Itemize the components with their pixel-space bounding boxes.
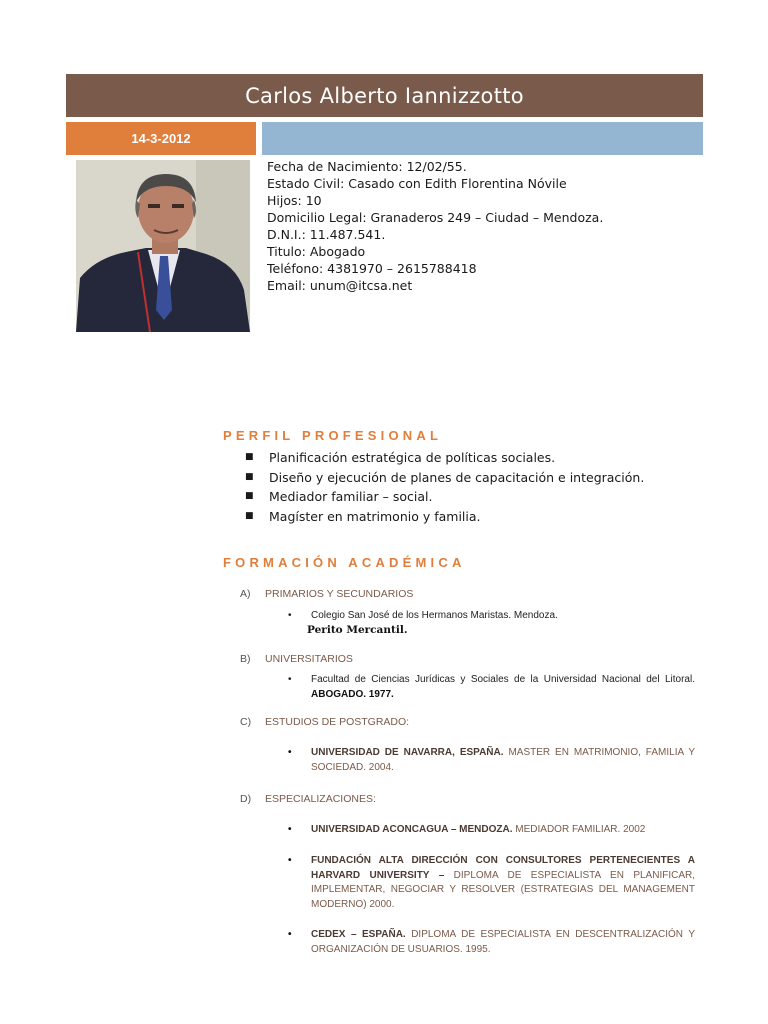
marital-status: Estado Civil: Casado con Edith Florentina Nóvile	[267, 176, 567, 191]
bullet-icon: •	[288, 824, 292, 835]
bullet-icon: •	[288, 855, 292, 866]
bullet-icon: ■	[245, 452, 254, 462]
portrait-icon	[76, 160, 250, 332]
list-item: • UNIVERSIDAD DE NAVARRA, ESPAÑA. MASTER EN MATRIMONIO, FAMILIA Y SOCIEDAD. 2004.	[288, 747, 695, 773]
portrait-photo	[76, 160, 250, 332]
decorative-blue-bar	[262, 122, 703, 155]
children: Hijos: 10	[267, 193, 322, 208]
subsection-d: D) ESPECIALIZACIONES:	[240, 793, 376, 805]
subsection-a: A) PRIMARIOS Y SECUNDARIOS	[240, 588, 414, 600]
list-item: ■ Diseño y ejecución de planes de capacitación e integración.	[245, 468, 644, 488]
bullet-icon: ■	[245, 471, 254, 482]
person-name: Carlos Alberto Iannizzotto	[245, 83, 524, 108]
email[interactable]: Email: unum@itcsa.net	[267, 278, 413, 293]
bullet-icon: ■	[245, 510, 254, 521]
perfil-list	[245, 448, 644, 526]
degree-label: Perito Mercantil.	[307, 624, 408, 636]
bullet-icon: •	[288, 674, 292, 685]
list-item: • Facultad de Ciencias Jurídicas y Sociales de la Universidad Nacional del Litoral. ABOGADO. 1977.	[288, 674, 695, 700]
bullet-icon: ■	[245, 491, 254, 501]
phone: Teléfono: 4381970 – 2615788418	[267, 261, 477, 276]
list-item: • Colegio San José de los Hermanos Maristas. Mendoza.	[288, 609, 695, 624]
personal-info	[267, 158, 687, 294]
list-item: ■ Magíster en matrimonio y familia.	[245, 507, 644, 527]
list-item: • FUNDACIÓN ALTA DIRECCIÓN CON CONSULTORES PERTENECIENTES A HARVARD UNIVERSITY – DIPLOMA DE ESPECIALISTA EN PLANIFICAR, IMPLEMENTAR, NEGOCIAR Y RESOLVER (ESTRATEGIAS DEL MANAGEMENT MODERNO) 2000.	[288, 855, 696, 910]
bullet-icon: •	[288, 747, 292, 758]
dni: D.N.I.: 11.487.541.	[267, 227, 386, 242]
subsection-b: B) UNIVERSITARIOS	[240, 653, 353, 665]
subsection-c: C) ESTUDIOS DE POSTGRADO:	[240, 716, 410, 728]
list-item: ■ Planificación estratégica de políticas sociales.	[245, 448, 644, 468]
bullet-icon: •	[288, 610, 292, 621]
title: Titulo: Abogado	[267, 244, 366, 259]
bullet-icon: •	[288, 929, 292, 940]
list-item: • UNIVERSIDAD ACONCAGUA – MENDOZA. MEDIADOR FAMILIAR. 2002	[288, 823, 695, 838]
list-item: • CEDEX – ESPAÑA. DIPLOMA DE ESPECIALISTA EN DESCENTRALIZACIÓN Y ORGANIZACIÓN DE USUARIOS. 1995.	[288, 929, 695, 955]
date-bar	[66, 122, 256, 155]
perfil-heading: PERFIL PROFESIONAL	[223, 428, 443, 443]
birth-date: Fecha de Nacimiento: 12/02/55.	[267, 159, 467, 174]
list-item: ■ Mediador familiar – social.	[245, 487, 644, 507]
name-banner	[66, 74, 703, 117]
address: Domicilio Legal: Granaderos 249 – Ciudad – Mendoza.	[267, 210, 604, 225]
formacion-heading: FORMACIÓN ACADÉMICA	[223, 555, 466, 570]
document-date: 14-3-2012	[131, 131, 191, 146]
